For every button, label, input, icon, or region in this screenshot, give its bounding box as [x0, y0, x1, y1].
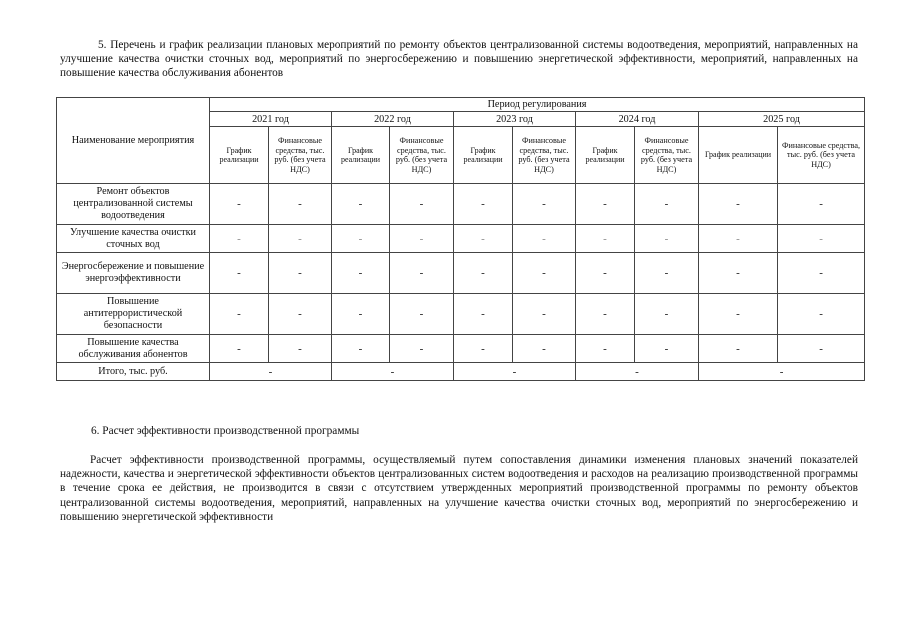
table-row [57, 184, 865, 225]
table-cell: - [635, 335, 699, 363]
table-row [57, 335, 865, 363]
table-cell: - [699, 335, 778, 363]
table-cell: - [778, 184, 865, 225]
table-cell: - [210, 294, 269, 335]
total-row [57, 363, 865, 381]
activity-name: Повышение качества обслуживания абонентов [57, 335, 210, 363]
total-cell: - [210, 363, 332, 381]
activity-name: Повышение антитеррористической безопасности [57, 294, 210, 335]
table-cell: - [210, 184, 269, 225]
table-cell: - [699, 253, 778, 294]
table-row [57, 294, 865, 335]
table-cell: - [699, 294, 778, 335]
year-header: 2023 год [454, 112, 576, 127]
table-cell: - [635, 294, 699, 335]
table-cell: - [576, 225, 635, 253]
table-cell: - [390, 335, 454, 363]
table-cell: - [390, 184, 454, 225]
year-header: 2025 год [699, 112, 865, 127]
table-cell: - [513, 294, 576, 335]
table-cell: - [454, 335, 513, 363]
period-header: Период регулирования [210, 98, 865, 112]
total-cell: - [454, 363, 576, 381]
table-cell: - [513, 253, 576, 294]
year-header: 2022 год [332, 112, 454, 127]
table-cell: - [454, 184, 513, 225]
section-6-paragraph: Расчет эффективности производственной программы, осуществляемый путем сопоставления динамики изменения плановых значений показателей надежности, качества и энергетической эффективности объектов централизованных систем водоотведения и расходов на реализацию производственной программы в течение срока ее действия, не производится в связи с отсутствием утвержденных мероприятий производственной программы по ремонту объектов централизованной системы водоотведения, мероприятий, направленных на улучшение качества очистки сточных вод, мероприятий по энергосбережению и повышению энергетической эффективности [60, 454, 858, 523]
table-cell: - [454, 253, 513, 294]
table-cell: - [269, 184, 332, 225]
table-cell: - [699, 225, 778, 253]
table-cell: - [269, 225, 332, 253]
table-cell: - [332, 335, 390, 363]
table-cell: - [778, 335, 865, 363]
table-cell: - [269, 335, 332, 363]
finance-header: Финансовые средства, тыс. руб. (без учета НДС) [390, 127, 454, 184]
table-cell: - [778, 225, 865, 253]
table-cell: - [576, 184, 635, 225]
table-cell: - [454, 225, 513, 253]
table-cell: - [390, 294, 454, 335]
table-cell: - [635, 184, 699, 225]
table-cell: - [576, 253, 635, 294]
table-cell: - [390, 225, 454, 253]
activity-name: Ремонт объектов централизованной системы водоотведения [57, 184, 210, 225]
implementation-schedule-table [56, 97, 865, 381]
finance-header: Финансовые средства, тыс. руб. (без учета НДС) [635, 127, 699, 184]
finance-header: Финансовые средства, тыс. руб. (без учета НДС) [269, 127, 332, 184]
table-cell: - [635, 225, 699, 253]
year-header: 2021 год [210, 112, 332, 127]
table-cell: - [332, 294, 390, 335]
total-cell: - [699, 363, 865, 381]
table-header-row [57, 98, 865, 112]
finance-header: Финансовые средства, тыс. руб. (без учета НДС) [513, 127, 576, 184]
table-row [57, 225, 865, 253]
total-cell: - [332, 363, 454, 381]
name-column-header: Наименование мероприятия [57, 98, 210, 184]
table-cell: - [513, 184, 576, 225]
table-row [57, 253, 865, 294]
table-cell: - [210, 335, 269, 363]
table-cell: - [635, 253, 699, 294]
table-cell: - [699, 184, 778, 225]
table-cell: - [513, 225, 576, 253]
table-cell: - [454, 294, 513, 335]
total-label: Итого, тыс. руб. [57, 363, 210, 381]
finance-header: Финансовые средства, тыс. руб. (без учета НДС) [778, 127, 865, 184]
table-cell: - [390, 253, 454, 294]
table-cell: - [269, 294, 332, 335]
table-cell: - [332, 253, 390, 294]
table-cell: - [778, 253, 865, 294]
schedule-header: График реализации [210, 127, 269, 184]
total-cell: - [576, 363, 699, 381]
schedule-header: График реализации [332, 127, 390, 184]
activity-name: Улучшение качества очистки сточных вод [57, 225, 210, 253]
table-cell: - [513, 335, 576, 363]
schedule-header: График реализации [576, 127, 635, 184]
schedule-header: График реализации [454, 127, 513, 184]
section-5-heading: 5. Перечень и график реализации плановых мероприятий по ремонту объектов централизованной системы водоотведения, мероприятий, направленных на улучшение качества очистки сточных вод, мероприятий по энергосбережению и повышению энергетической эффективности, мероприятий, направленных на повышение качества обслуживания абонентов [60, 39, 858, 79]
activity-name: Энергосбережение и повышение энергоэффективности [57, 253, 210, 294]
table-cell: - [210, 225, 269, 253]
table-cell: - [332, 184, 390, 225]
table-cell: - [269, 253, 332, 294]
table-cell: - [210, 253, 269, 294]
section-6-heading: 6. Расчет эффективности производственной программы [91, 425, 360, 437]
year-header: 2024 год [576, 112, 699, 127]
table-cell: - [576, 335, 635, 363]
schedule-header: График реализации [699, 127, 778, 184]
table-cell: - [332, 225, 390, 253]
table-cell: - [576, 294, 635, 335]
table-cell: - [778, 294, 865, 335]
